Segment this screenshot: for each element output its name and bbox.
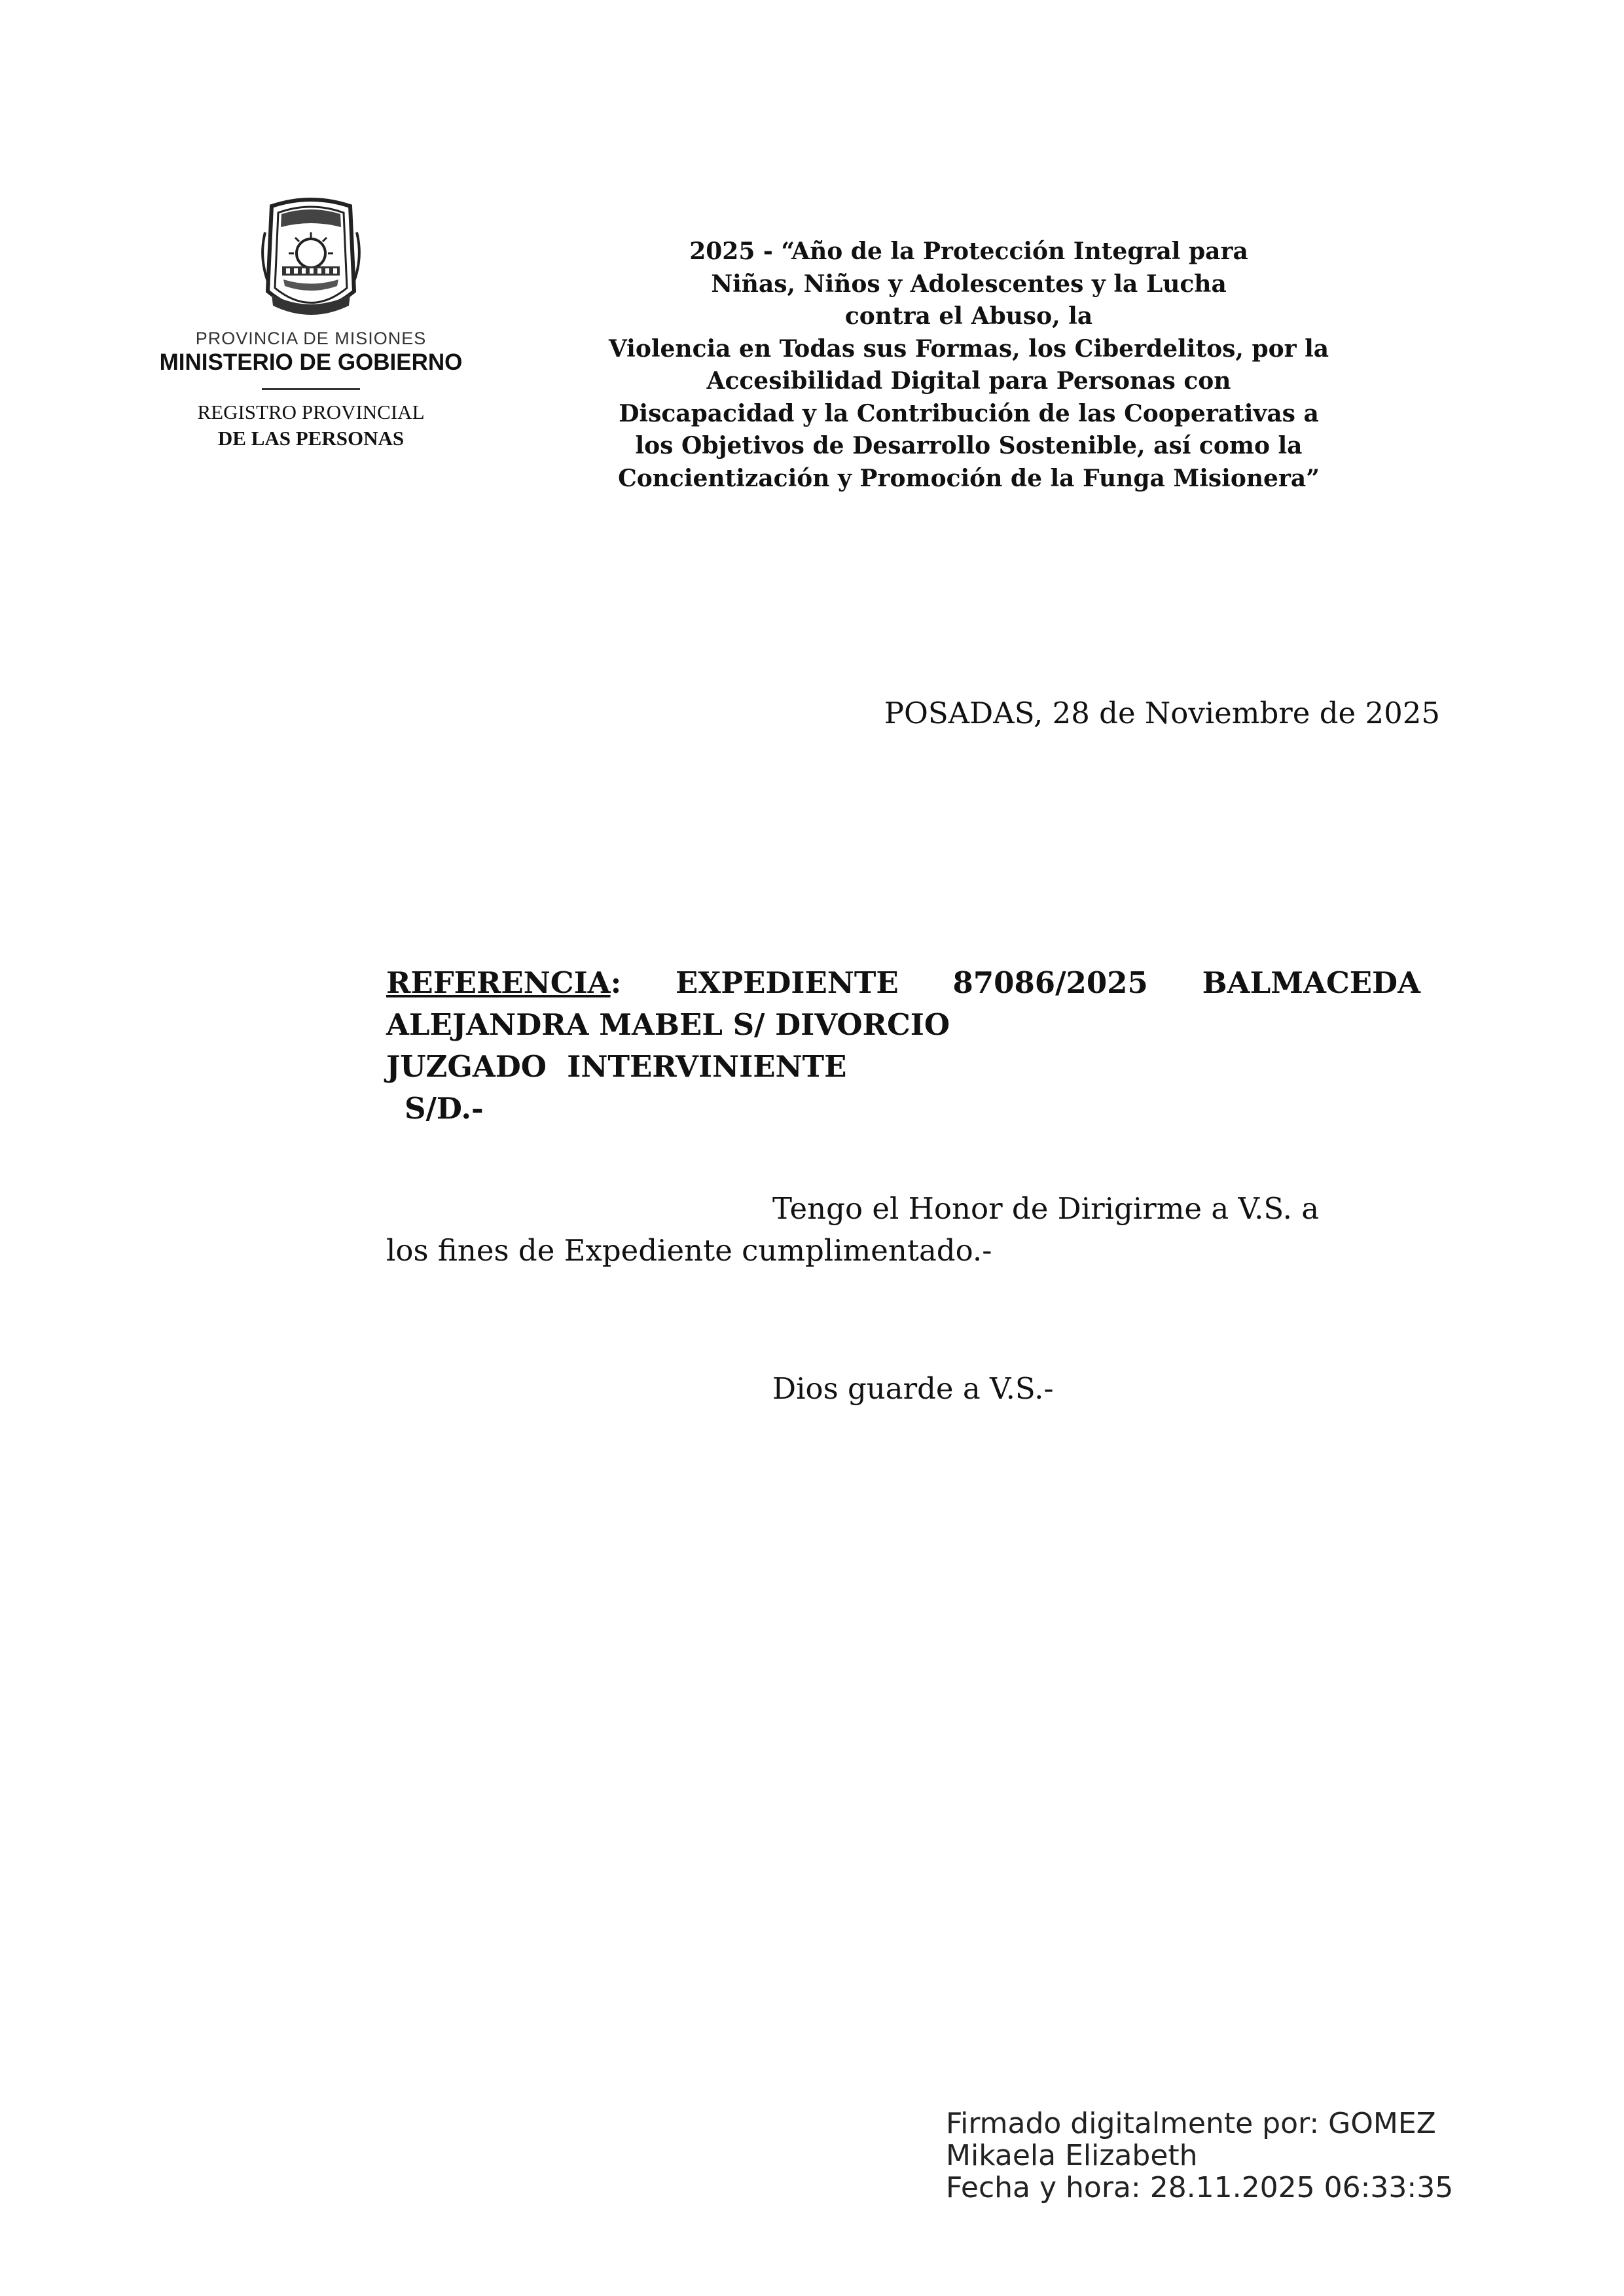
motto-line: contra el Abuso, la <box>844 302 1093 330</box>
motto-line: Niñas, Niños y Adolescentes y la Lucha <box>711 270 1227 298</box>
logo-divider <box>262 388 360 390</box>
reference-line-2: ALEJANDRA MABEL S/ DIVORCIO <box>386 1007 950 1042</box>
registro-line-2-bold: PERSONAS <box>295 427 405 450</box>
registro-line-2 <box>157 425 465 452</box>
motto-line: Concientización y Promoción de la Funga Misionera” <box>618 464 1320 492</box>
reference-word: 87086/2025 <box>952 965 1148 1000</box>
motto-line: Violencia en Todas sus Formas, los Ciberdelitos, por la <box>608 334 1329 363</box>
ministry-logo <box>157 193 465 390</box>
signature-line-3: Fecha y hora: 28.11.2025 06:33:35 <box>946 2171 1454 2204</box>
provincia-de-misiones-seal-icon <box>245 193 376 324</box>
reference-line-1 <box>386 962 1420 1004</box>
motto-line: los Objetivos de Desarrollo Sostenible, así como la <box>635 432 1303 459</box>
reference-line-4: S/D.- <box>405 1091 484 1126</box>
place-and-date: POSADAS, 28 de Noviembre de 2025 <box>884 696 1440 730</box>
reference-block <box>386 962 1420 1130</box>
reference-word: EXPEDIENTE <box>676 965 899 1000</box>
year-motto <box>458 236 1479 495</box>
province-name: PROVINCIA DE MISIONES <box>195 329 427 348</box>
registro-line-1: REGISTRO PROVINCIAL <box>197 401 425 423</box>
body-line-2: los fines de Expediente cumplimentado.- <box>386 1233 992 1268</box>
digital-signature <box>946 2108 1574 2204</box>
letter-body <box>386 1188 1434 1272</box>
ministry-name: MINISTERIO DE GOBIERNO <box>159 350 463 375</box>
registro-provincial <box>157 399 465 452</box>
reference-line-3: JUZGADO INTERVINIENTE <box>386 1049 847 1084</box>
reference-label: REFERENCIA <box>386 965 611 1000</box>
signature-line-2: Mikaela Elizabeth <box>946 2139 1198 2172</box>
reference-word: BALMACEDA <box>1202 965 1420 1000</box>
body-line-1: Tengo el Honor de Dirigirme a V.S. a <box>772 1191 1320 1226</box>
reference-label-group <box>386 962 621 1004</box>
motto-line: Discapacidad y la Contribución de las Cooperativas a <box>619 399 1319 427</box>
motto-line: 2025 - “Año de la Protección Integral para <box>689 238 1248 265</box>
registro-line-2-prefix: DE LAS <box>217 427 291 450</box>
closing-line: Dios guarde a V.S.- <box>772 1371 1054 1406</box>
motto-line: Accesibilidad Digital para Personas con <box>706 367 1231 395</box>
signature-line-1: Firmado digitalmente por: GOMEZ <box>946 2107 1436 2140</box>
reference-colon: : <box>610 965 622 1000</box>
